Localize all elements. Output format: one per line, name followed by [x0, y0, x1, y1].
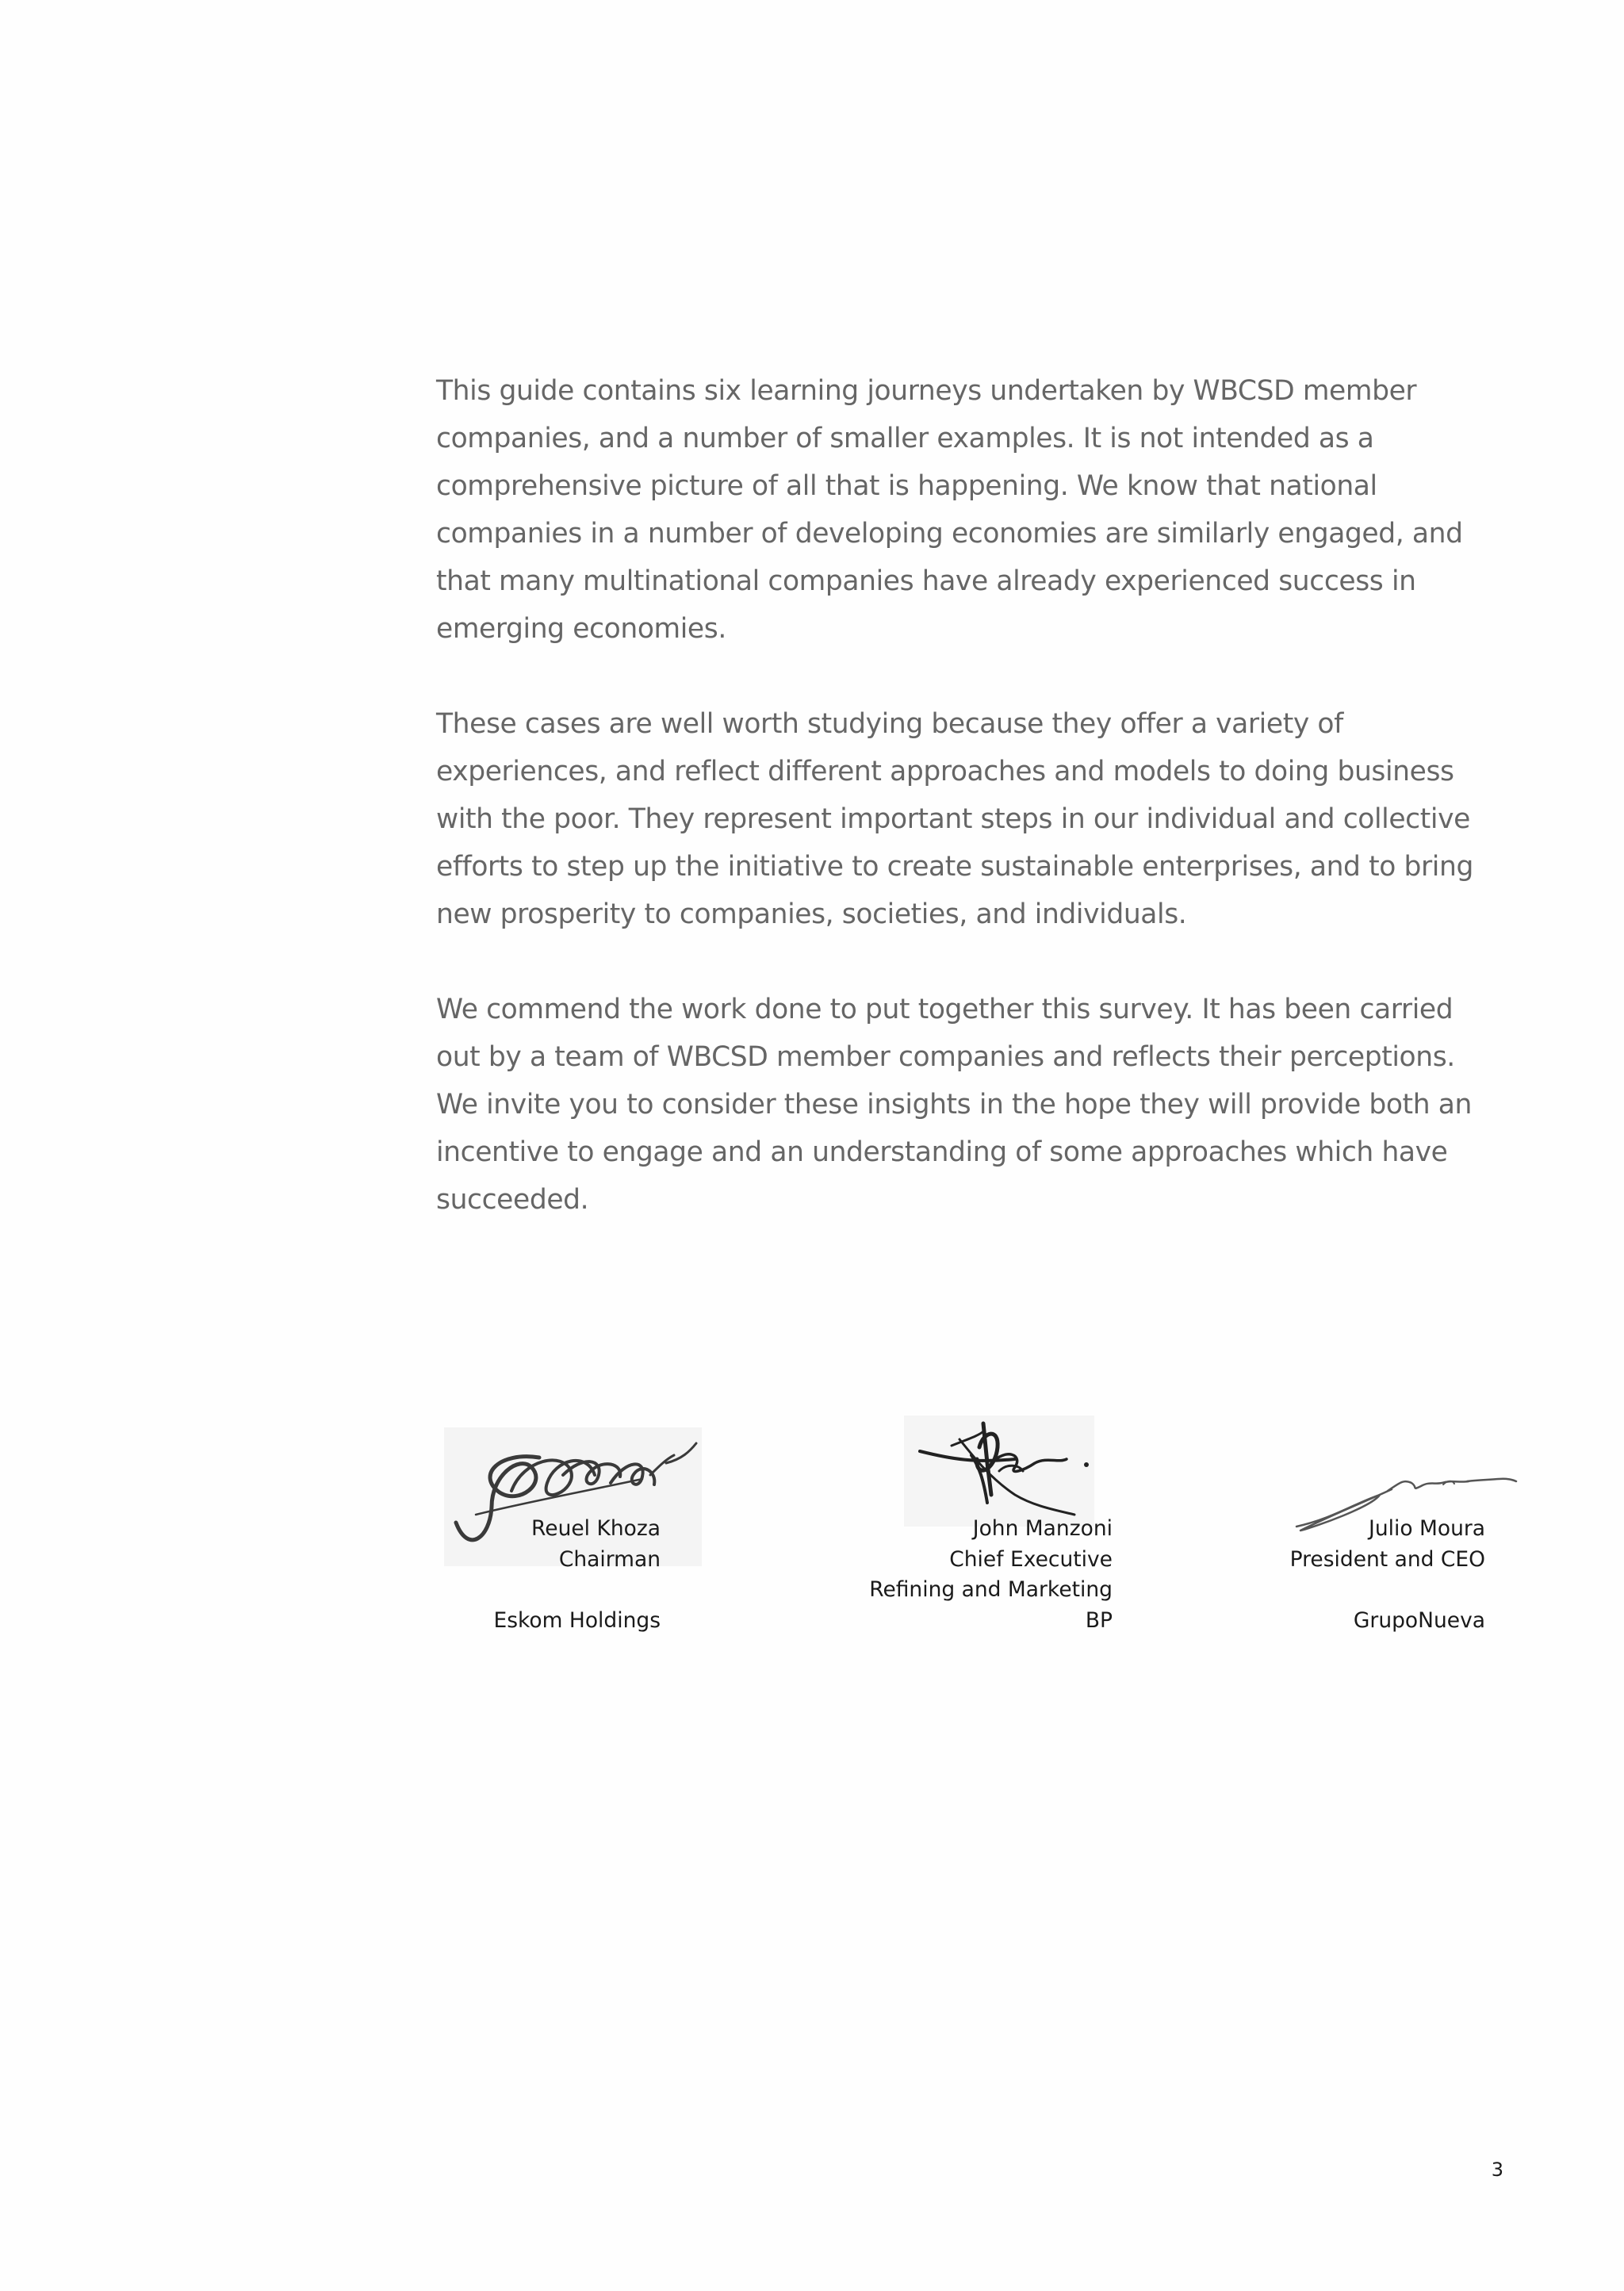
signatory-company: GrupoNueva — [1353, 1608, 1485, 1634]
page-number: 3 — [1491, 2159, 1503, 2181]
paragraph-3: We commend the work done to put together this survey. It has been carried out by a team of WBCSD member companies and reflects their perceptions. We invite you to consider these insights in the hope they will provide both an incentive to engage and an understanding of some approaches which have succeeded. — [436, 994, 1472, 1216]
paragraph-1: This guide contains six learning journeys undertaken by WBCSD member companies, and a number of smaller examples. It is not intended as a comprehensive picture of all that is happening. We know that national companies in a number of developing economies are similarly engaged, and that many multinational companies have already experienced success in emerging economies. — [436, 375, 1463, 645]
signatory-julio-moura — [1290, 1514, 1485, 1637]
signatory-company: Eskom Holdings — [493, 1608, 661, 1634]
signatory-reuel-khoza — [493, 1514, 661, 1637]
signatory-title-line2: Refining and Marketing — [869, 1577, 1113, 1603]
signatory-title: Chief Executive — [949, 1546, 1113, 1572]
signatory-company: BP — [1085, 1608, 1113, 1634]
signatory-name: Julio Moura — [1369, 1516, 1485, 1541]
foreword-body — [436, 367, 1499, 1271]
signatory-name: Reuel Khoza — [531, 1516, 661, 1541]
signatory-title: President and CEO — [1289, 1546, 1485, 1572]
signatory-name: John Manzoni — [972, 1516, 1113, 1541]
signatory-john-manzoni — [869, 1514, 1113, 1637]
paragraph-2: These cases are well worth studying because they offer a variety of experiences, and reflect different approaches and models to doing business with the poor. They represent important steps in our individual and collective efforts to step up the initiative to create sustainable enterprises, and to bring new prosperity to companies, societies, and individuals. — [436, 708, 1473, 930]
signatory-title: Chairman — [558, 1546, 661, 1572]
